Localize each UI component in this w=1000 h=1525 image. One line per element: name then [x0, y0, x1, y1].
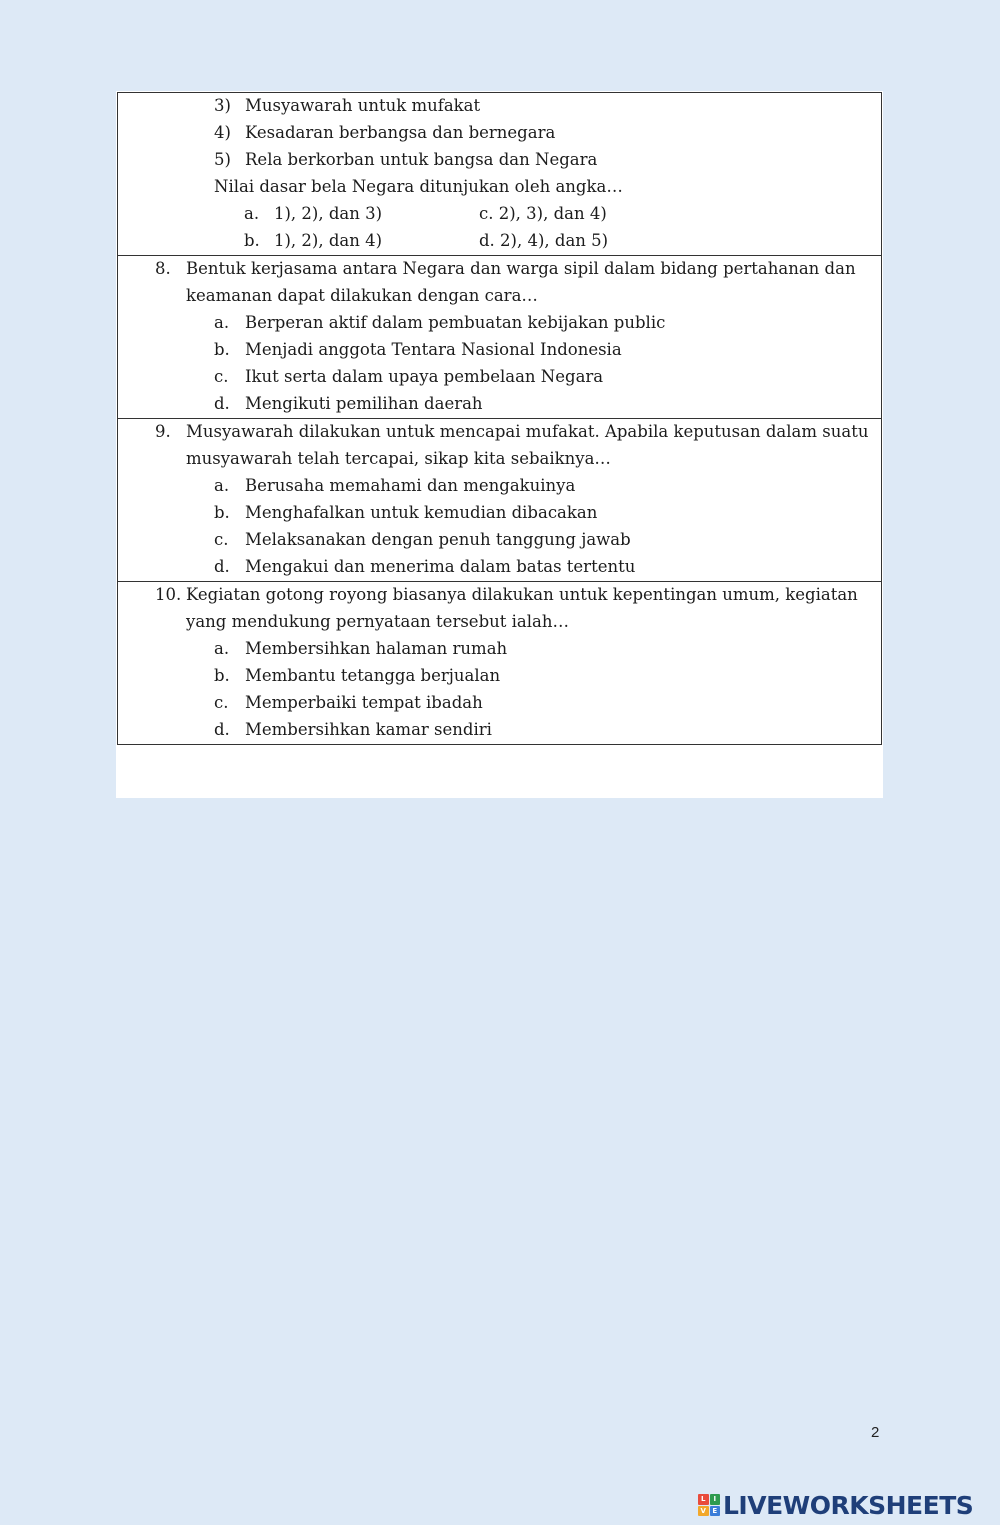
- list-item-text: Rela berkorban untuk bangsa dan Negara: [245, 150, 598, 169]
- list-item-text: Musyawarah untuk mufakat: [245, 96, 481, 115]
- option-text: Mengikuti pemilihan daerah: [245, 394, 483, 413]
- answer-option: [118, 364, 881, 391]
- answer-option: [118, 391, 881, 418]
- option-text: Memperbaiki tempat ibadah: [245, 693, 483, 712]
- logo-letter-i: I: [710, 1494, 721, 1505]
- question-line: [118, 446, 881, 473]
- list-item-number: 5): [214, 150, 231, 169]
- option-letter: d.: [214, 394, 230, 413]
- question-8-cell: [118, 256, 881, 419]
- answer-option-row: [118, 228, 881, 255]
- liveworksheets-logo-icon: [698, 1494, 720, 1516]
- question-text: Kegiatan gotong royong biasanya dilakukan untuk kepentingan umum, kegiatan: [186, 585, 858, 604]
- option-text: 1), 2), dan 4): [274, 231, 383, 250]
- option-text-right: c. 2), 3), dan 4): [479, 204, 607, 223]
- question-10-cell: [118, 582, 881, 745]
- option-letter: b.: [244, 231, 260, 250]
- option-text: Menjadi anggota Tentara Nasional Indonesia: [245, 340, 622, 359]
- question-text: keamanan dapat dilakukan dengan cara…: [186, 286, 538, 305]
- answer-option: [118, 636, 881, 663]
- option-text: Membersihkan halaman rumah: [245, 639, 508, 658]
- brand-name: LIVEWORKSHEETS: [723, 1490, 974, 1520]
- question-line: [118, 582, 881, 609]
- option-letter: c.: [214, 367, 229, 386]
- option-letter: d.: [214, 557, 230, 576]
- question-text: musyawarah telah tercapai, sikap kita sebaiknya…: [186, 449, 611, 468]
- option-text: Berusaha memahami dan mengakuinya: [245, 476, 576, 495]
- question-text: Musyawarah dilakukan untuk mencapai mufakat. Apabila keputusan dalam suatu: [186, 422, 869, 441]
- question-line: [118, 609, 881, 636]
- logo-letter-v: V: [698, 1506, 709, 1517]
- answer-option: [118, 500, 881, 527]
- question-table: [117, 92, 882, 745]
- question-text: yang mendukung pernyataan tersebut ialah…: [186, 612, 569, 631]
- option-letter: b.: [214, 340, 230, 359]
- option-text: Mengakui dan menerima dalam batas tertentu: [245, 557, 636, 576]
- answer-option: [118, 554, 881, 581]
- page-number: 2: [871, 1424, 880, 1441]
- question-number: 8.: [155, 259, 171, 278]
- option-text-right: d. 2), 4), dan 5): [479, 231, 609, 250]
- option-text: Berperan aktif dalam pembuatan kebijakan public: [245, 313, 666, 332]
- question-number: 10.: [155, 585, 182, 604]
- option-letter: a.: [214, 313, 230, 332]
- answer-option: [118, 690, 881, 717]
- answer-option: [118, 310, 881, 337]
- answer-option: [118, 717, 881, 744]
- liveworksheets-brand[interactable]: [698, 1491, 973, 1519]
- question-line: [118, 283, 881, 310]
- answer-option: [118, 527, 881, 554]
- option-letter: d.: [214, 720, 230, 739]
- question-7-cell: [118, 93, 881, 256]
- answer-option: [118, 473, 881, 500]
- option-letter: a.: [214, 476, 230, 495]
- option-letter: c.: [214, 693, 229, 712]
- option-letter: b.: [214, 666, 230, 685]
- option-text: Melaksanakan dengan penuh tanggung jawab: [245, 530, 631, 549]
- option-letter: c.: [214, 530, 229, 549]
- logo-letter-e: E: [710, 1506, 721, 1517]
- question-text: Bentuk kerjasama antara Negara dan warga sipil dalam bidang pertahanan dan: [186, 259, 856, 278]
- list-item-text: Kesadaran berbangsa dan bernegara: [245, 123, 556, 142]
- option-text: Ikut serta dalam upaya pembelaan Negara: [245, 367, 604, 386]
- option-letter: b.: [214, 503, 230, 522]
- question-stem-text: Nilai dasar bela Negara ditunjukan oleh angka…: [214, 177, 623, 196]
- question-line: [118, 419, 881, 446]
- list-item: [118, 120, 881, 147]
- option-text: Membersihkan kamar sendiri: [245, 720, 492, 739]
- question-line: [118, 256, 881, 283]
- worksheet-page: [116, 91, 883, 798]
- answer-option: [118, 663, 881, 690]
- answer-option: [118, 337, 881, 364]
- question-9-cell: [118, 419, 881, 582]
- list-item-number: 4): [214, 123, 231, 142]
- option-text: 1), 2), dan 3): [274, 204, 383, 223]
- list-item: [118, 93, 881, 120]
- option-letter: a.: [244, 204, 260, 223]
- list-item-number: 3): [214, 96, 231, 115]
- option-text: Membantu tetangga berjualan: [245, 666, 501, 685]
- list-item: [118, 147, 881, 174]
- option-text: Menghafalkan untuk kemudian dibacakan: [245, 503, 598, 522]
- answer-option-row: [118, 201, 881, 228]
- question-number: 9.: [155, 422, 171, 441]
- question-stem: [118, 174, 881, 201]
- option-letter: a.: [214, 639, 230, 658]
- logo-letter-l: L: [698, 1494, 709, 1505]
